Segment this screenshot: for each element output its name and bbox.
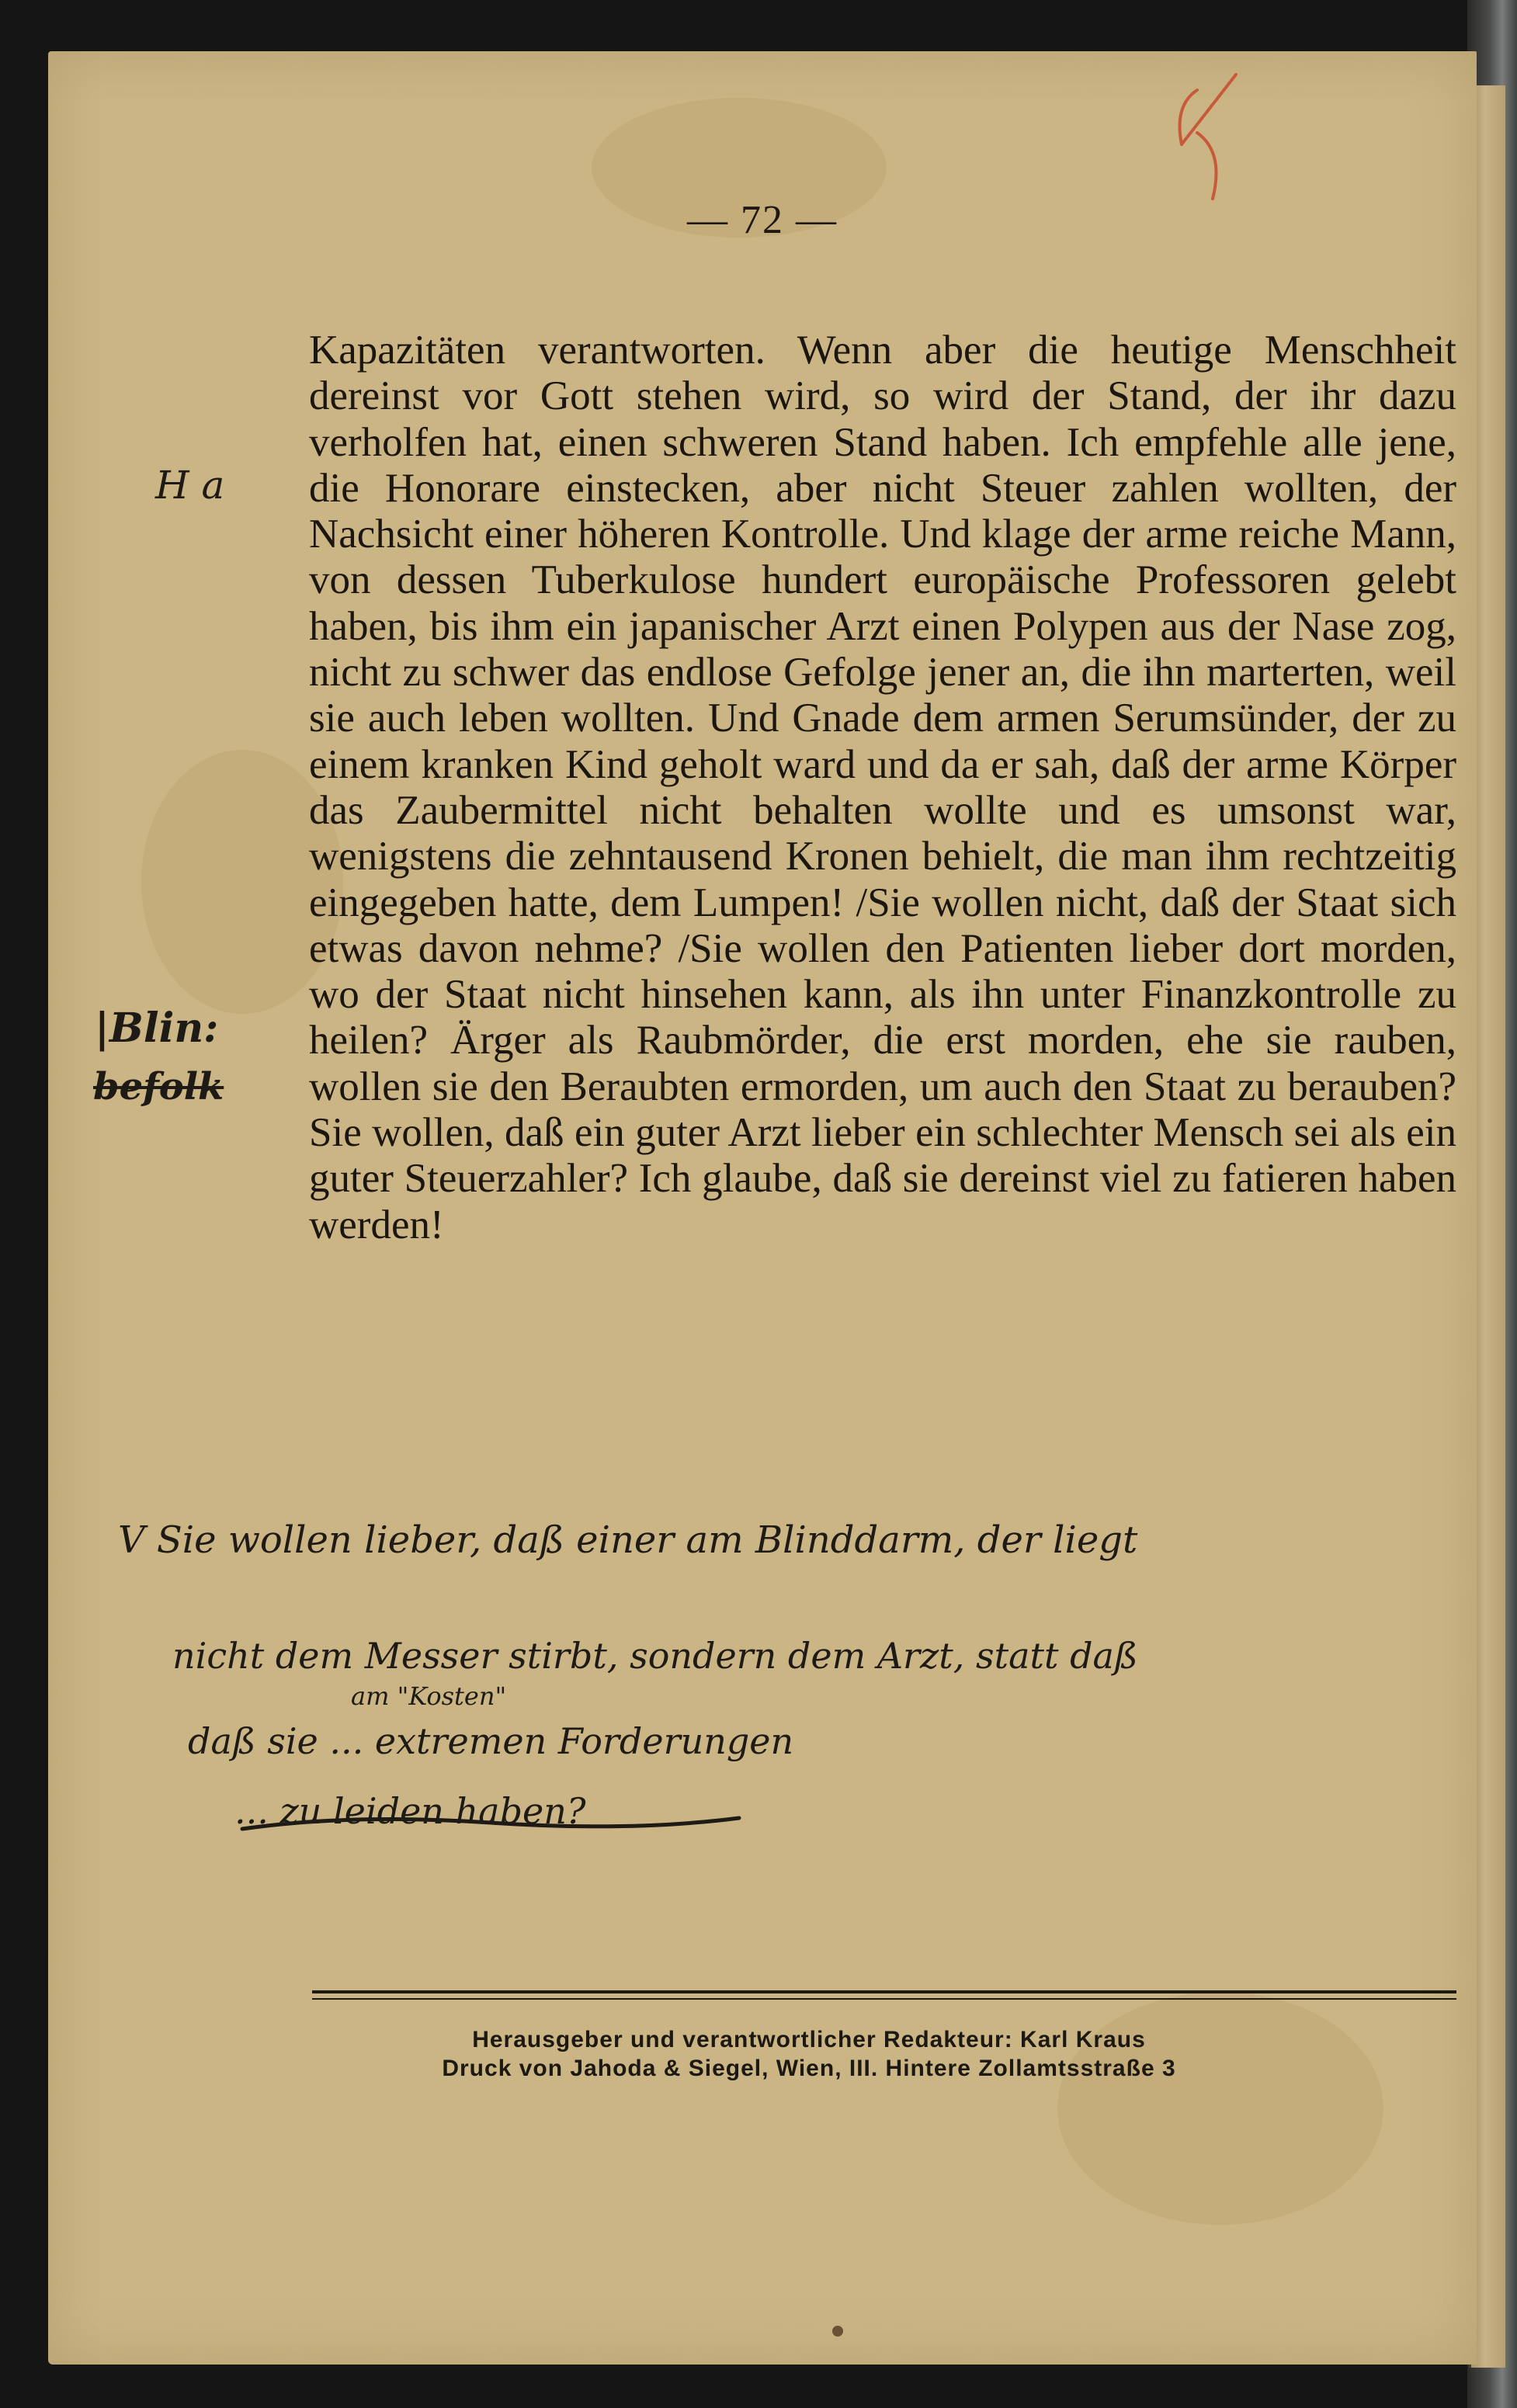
handwritten-strikeout — [234, 1798, 747, 1844]
page-number: — 72 — — [687, 198, 838, 242]
red-pencil-mark — [1151, 59, 1275, 214]
footer-rule-bottom — [312, 1998, 1456, 2000]
footer-printer-line: Druck von Jahoda & Siegel, Wien, III. Hintere Zollamtsstraße 3 — [442, 2056, 1176, 2081]
margin-note-ha: H a — [155, 463, 225, 508]
handwritten-line-2: nicht dem Messer stirbt, sondern dem Arzt, statt daß — [172, 1635, 1138, 1677]
paper-speck — [832, 2326, 843, 2337]
handwritten-line-4: ... zu leiden haben? — [234, 1790, 586, 1832]
footer-rule-top — [312, 1990, 1456, 1993]
margin-note-befolk: befolk — [93, 1065, 224, 1109]
handwritten-line-1: V Sie wollen lieber, daß einer am Blinddarm, der liegt — [118, 1518, 1138, 1562]
body-text: Kapazitäten verantworten. Wenn aber die heutige Menschheit dereinst vor Gott stehen wird, so wird der Stand, der ihr dazu verholfen hat, einen schweren Stand haben. Ich empfehle alle jene, die Honorare einstecken, aber nicht Steuer zahlen wollten, der Nachsicht einer höheren Kontrolle. Und klage der arme reiche Mann, von dessen Tuberkulose hundert europäische Professoren gelebt haben, bis ihm ein japanischer Arzt einen Polypen aus der Nase zog, nicht zu schwer das endlose Gefolge jener an, die ihn marterten, weil sie auch leben wollten. Und Gnade dem armen Serumsünder, der zu einem kranken Kind geholt ward und da er sah, daß der arme Körper das Zaubermittel nicht behalten wollte und es umsonst war, wenigstens die zehntausend Kronen behielt, die man ihm rechtzeitig eingegeben hatte, dem Lumpen! /Sie wollen nicht, daß der Staat sich etwas davon nehme? /Sie wollen den Patienten lieber dort morden, wo der Staat nicht hinsehen kann, als ihn unter Finanzkontrolle zu heilen? Ärger als Raubmörder, die erst morden, ehe sie rauben, wollen sie den Beraubten ermorden, um auch den Staat zu berauben? Sie wollen, daß ein guter Arzt lieber ein schlechter Mensch sei als ein guter Steuerzahler? Ich glaube, daß sie dereinst viel zu fatieren haben werden! — [309, 328, 1456, 1247]
handwritten-line-3: daß sie ... extremen Forderungen — [188, 1720, 794, 1762]
handwritten-insert: am "Kosten" — [351, 1681, 507, 1711]
footer-editor-line: Herausgeber und verantwortlicher Redakteur: Karl Kraus — [472, 2027, 1146, 2052]
margin-note-blin: |Blin: — [95, 1004, 219, 1052]
book-page — [48, 51, 1477, 2365]
